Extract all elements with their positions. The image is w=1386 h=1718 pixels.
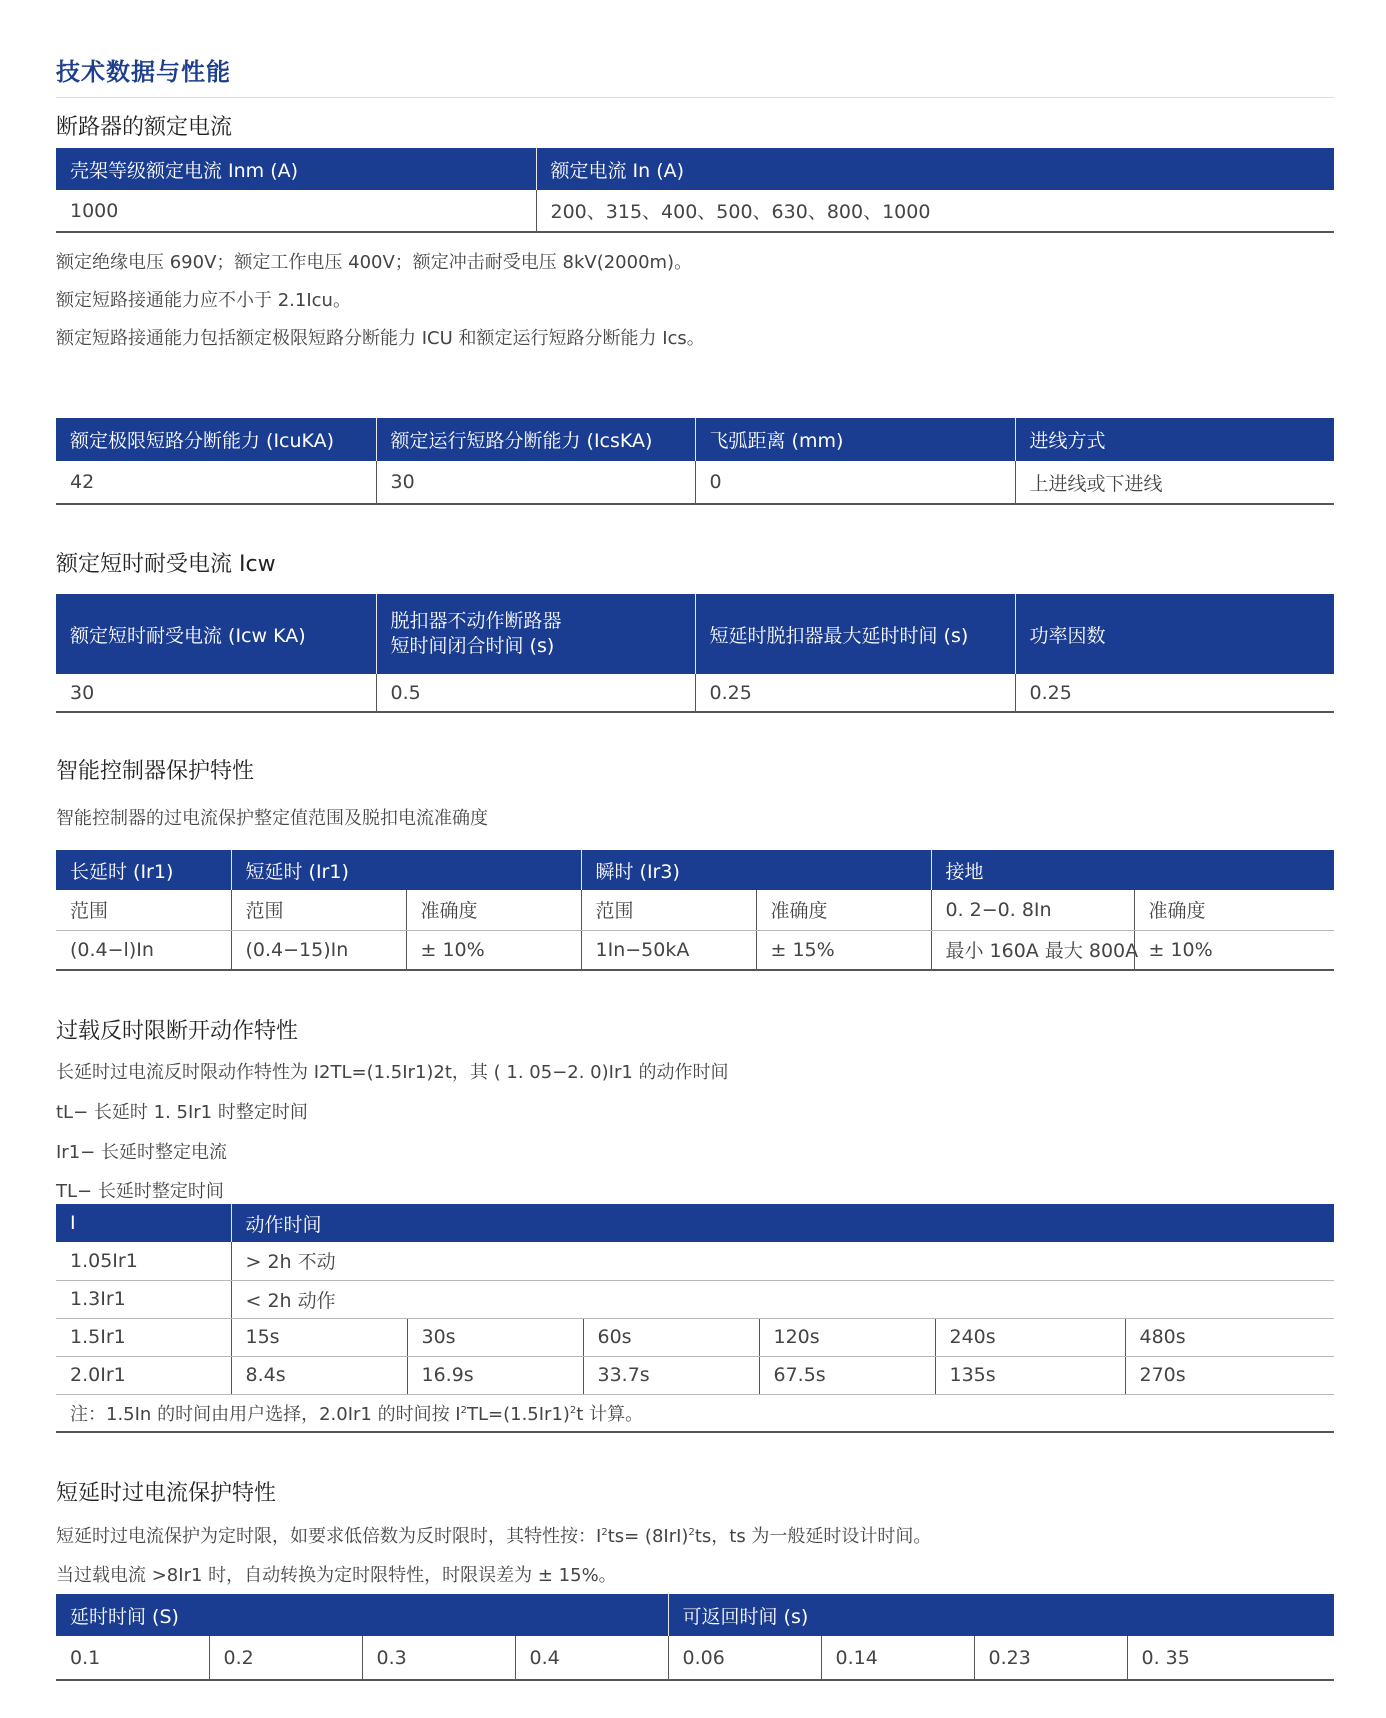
cell-time: 30s: [407, 1318, 583, 1356]
section-title-rated-current: 断路器的额定电流: [56, 115, 233, 140]
cell-power-factor: 0.25: [1015, 674, 1334, 712]
header-arc-distance: 飞弧距离 (mm): [695, 418, 1015, 461]
cell-action-time: > 2h 不动: [231, 1242, 1334, 1280]
header-rated-current: 额定电流 In (A): [536, 148, 1334, 190]
header-delay-time: 延时时间 (S): [56, 1594, 668, 1636]
cell-return-time: 0.14: [821, 1636, 974, 1680]
header-closing-time: 脱扣器不动作断路器 短时间闭合时间 (s): [376, 594, 695, 674]
cell-time: 8.4s: [231, 1356, 407, 1394]
cell-current: 1.5Ir1: [56, 1318, 231, 1356]
sub-header-range: 范围: [56, 890, 231, 930]
controller-description: 智能控制器的过电流保护整定值范围及脱扣电流准确度: [56, 808, 488, 829]
cell-ics: 30: [376, 461, 695, 504]
cell-time: 240s: [935, 1318, 1125, 1356]
header-ground: 接地: [931, 850, 1334, 890]
cell-short-range: (0.4−15)In: [231, 930, 406, 970]
cell-icu: 42: [56, 461, 376, 504]
short-delay-line: 当过载电流 >8Ir1 时，自动转换为定时限特性，时限误差为 ± 15%。: [56, 1565, 617, 1586]
cell-return-time: 0.06: [668, 1636, 821, 1680]
cell-delay-time: 0.3: [362, 1636, 515, 1680]
icw-table: [56, 594, 1334, 713]
cell-current: 1.3Ir1: [56, 1280, 231, 1318]
cell-time: 120s: [759, 1318, 935, 1356]
short-delay-table: [56, 1594, 1334, 1681]
note-making-capacity: 额定短路接通能力应不小于 2.1Icu。: [56, 290, 351, 311]
cell-time: 270s: [1125, 1356, 1334, 1394]
overload-line: Ir1− 长延时整定电流: [56, 1142, 227, 1163]
cell-time: 16.9s: [407, 1356, 583, 1394]
header-instantaneous: 瞬时 (Ir3): [581, 850, 931, 890]
header-max-delay: 短延时脱扣器最大延时时间 (s): [695, 594, 1015, 674]
rated-current-table: [56, 148, 1334, 233]
cell-time: 67.5s: [759, 1356, 935, 1394]
header-ics: 额定运行短路分断能力 (IcsKA): [376, 418, 695, 461]
table-note: 注：1.5In 的时间由用户选择，2.0Ir1 的时间按 $I^2TL=(1.5Ir1)^2t$ 计算。: [56, 1394, 1334, 1432]
cell-delay-time: 0.1: [56, 1636, 209, 1680]
cell-action-time: < 2h 动作: [231, 1280, 1334, 1318]
note-voltage: 额定绝缘电压 690V；额定工作电压 400V；额定冲击耐受电压 8kV(2000m)。: [56, 252, 693, 273]
cell-delay-time: 0.2: [209, 1636, 362, 1680]
header-current: I: [56, 1204, 231, 1242]
cell-arc-distance: 0: [695, 461, 1015, 504]
page-title: 技术数据与性能: [56, 58, 231, 86]
cell-current: 1.05Ir1: [56, 1242, 231, 1280]
cell-time: 15s: [231, 1318, 407, 1356]
header-wiring-mode: 进线方式: [1015, 418, 1334, 461]
sub-header-range: 范围: [581, 890, 756, 930]
header-action-time: 动作时间: [231, 1204, 1334, 1242]
cell-long-range: (0.4−l)In: [56, 930, 231, 970]
title-divider: [56, 97, 1334, 98]
header-return-time: 可返回时间 (s): [668, 1594, 1334, 1636]
header-power-factor: 功率因数: [1015, 594, 1334, 674]
sub-header-ground-range: 0. 2−0. 8In: [931, 890, 1134, 930]
note-breaking-capacity: 额定短路接通能力包括额定极限短路分断能力 ICU 和额定运行短路分断能力 Ics。: [56, 328, 705, 349]
cell-instant-accuracy: ± 15%: [756, 930, 931, 970]
section-title-overload: 过载反时限断开动作特性: [56, 1019, 299, 1044]
section-title-controller: 智能控制器保护特性: [56, 759, 255, 784]
overload-line: TL− 长延时整定时间: [56, 1181, 224, 1202]
overload-line: tL− 长延时 1. 5Ir1 时整定时间: [56, 1102, 308, 1123]
cell-return-time: 0.23: [974, 1636, 1127, 1680]
cell-delay-time: 0.4: [515, 1636, 668, 1680]
section-title-icw: 额定短时耐受电流 Icw: [56, 552, 276, 577]
cell-current: 2.0Ir1: [56, 1356, 231, 1394]
cell-time: 60s: [583, 1318, 759, 1356]
cell-frame-current: 1000: [56, 190, 536, 232]
cell-time: 135s: [935, 1356, 1125, 1394]
breaking-capacity-table: [56, 418, 1334, 505]
cell-icw: 30: [56, 674, 376, 712]
header-frame-current: 壳架等级额定电流 Inm (A): [56, 148, 536, 190]
cell-instant-range: 1In−50kA: [581, 930, 756, 970]
short-delay-line: 短延时过电流保护为定时限，如要求低倍数为反时限时，其特性按：$I^2ts= (8IrI)^2ts$，ts 为一般延时设计时间。: [56, 1526, 932, 1547]
cell-time: 480s: [1125, 1318, 1334, 1356]
cell-time: 33.7s: [583, 1356, 759, 1394]
cell-short-accuracy: ± 10%: [406, 930, 581, 970]
cell-max-delay: 0.25: [695, 674, 1015, 712]
overload-line: 长延时过电流反时限动作特性为 I2TL=(1.5Ir1)2t，其 ( 1. 05−2. 0)Ir1 的动作时间: [56, 1062, 729, 1083]
sub-header-accuracy: 准确度: [1134, 890, 1334, 930]
overload-time-table: [56, 1204, 1334, 1433]
controller-protection-table: [56, 850, 1334, 971]
sub-header-range: 范围: [231, 890, 406, 930]
sub-header-accuracy: 准确度: [756, 890, 931, 930]
header-short-delay: 短延时 (Ir1): [231, 850, 581, 890]
cell-wiring-mode: 上进线或下进线: [1015, 461, 1334, 504]
cell-ground-accuracy: ± 10%: [1134, 930, 1334, 970]
cell-rated-current: 200、315、400、500、630、800、1000: [536, 190, 1334, 232]
header-icu: 额定极限短路分断能力 (IcuKA): [56, 418, 376, 461]
header-long-delay: 长延时 (Ir1): [56, 850, 231, 890]
sub-header-accuracy: 准确度: [406, 890, 581, 930]
cell-return-time: 0. 35: [1127, 1636, 1334, 1680]
cell-closing-time: 0.5: [376, 674, 695, 712]
section-title-short-delay: 短延时过电流保护特性: [56, 1481, 277, 1506]
header-icw: 额定短时耐受电流 (Icw KA): [56, 594, 376, 674]
cell-ground-range: 最小 160A 最大 800A: [931, 930, 1134, 970]
